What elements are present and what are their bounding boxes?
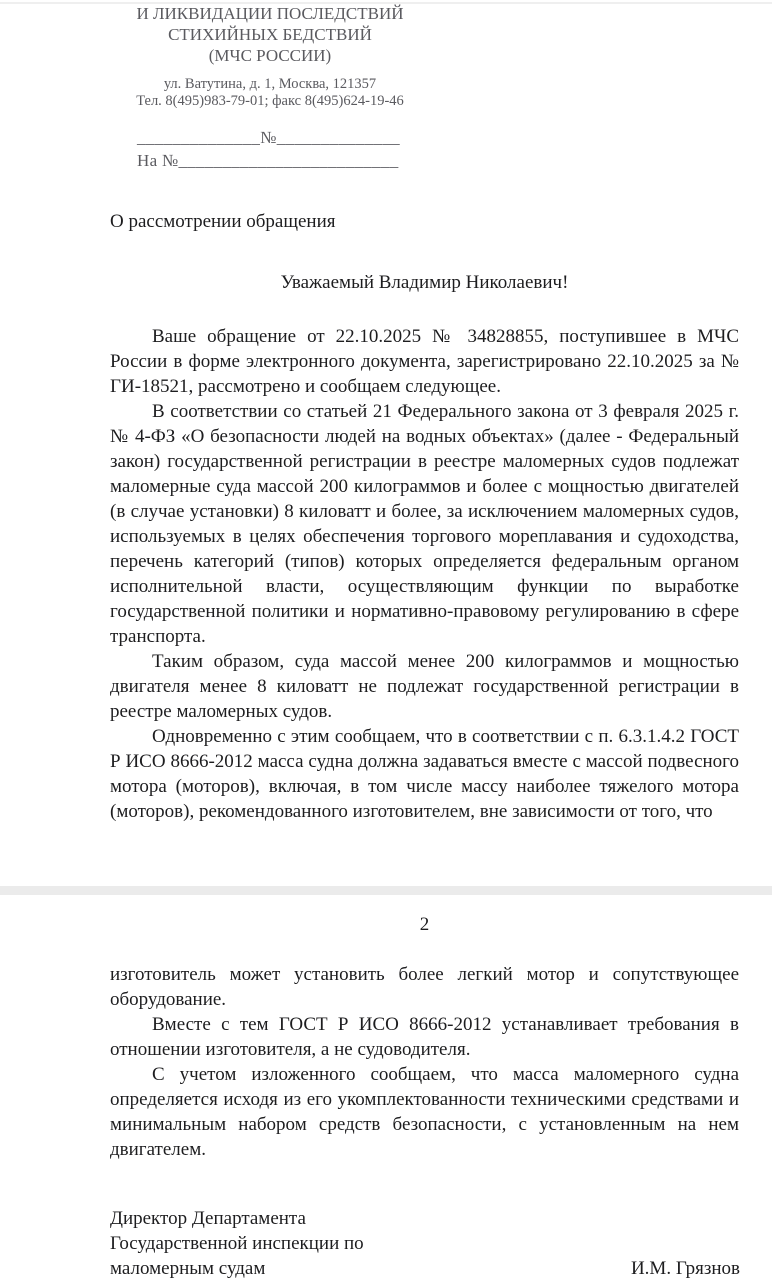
reference-reply-line: На №_________________________: [137, 151, 399, 170]
subject-line: О рассмотрении обращения: [110, 211, 336, 232]
signature-name: И.М. Грязнов: [630, 1258, 740, 1279]
paragraph: Ваше обращение от 22.10.2025 № 34828855, поступившее в МЧС России в форме электронного документа, зарегистрировано 22.10.2025 за № ГИ-18521, рассмотрено и сообщаем следующее.: [110, 326, 739, 397]
org-name-line-3: (МЧС РОССИИ): [208, 46, 332, 65]
salutation: Уважаемый Владимир Николаевич!: [280, 272, 569, 293]
address-line-1: ул. Ватутина, д. 1, Москва, 121357: [163, 76, 377, 92]
org-name-line-1: И ЛИКВИДАЦИИ ПОСЛЕДСТВИЙ: [136, 4, 404, 23]
page-number: 2: [419, 914, 430, 935]
signature-position-line-3: маломерным судам: [110, 1258, 266, 1279]
paragraph: В соответствии со статьей 21 Федерального закона от 3 февраля 2025 г. № 4-ФЗ «О безопасности людей на водных объектах» (далее - Федеральный закон) государственной регистрации в реестре маломерных судов подлежат маломерные суда массой 200 килограммов и более с мощностью двигателей (в случае установки) 8 киловатт и более, за исключением маломерных судов, используемых в целях обеспечения торгового мореплавания и судоходства, перечень категорий (типов) которых определяется федеральным органом исполнительной власти, осуществляющим функции по выработке государственной политики и нормативно-правовому регулированию в сфере транспорта.: [110, 401, 739, 647]
paragraph-continued: изготовитель может установить более легкий мотор и сопутствующее оборудование.: [110, 964, 739, 1010]
page-2-body: [110, 962, 739, 1162]
address-line-2: Тел. 8(495)983-79-01; факс 8(495)624-19-46: [136, 93, 404, 109]
paragraph: Вместе с тем ГОСТ Р ИСО 8666-2012 устанавливает требования в отношении изготовителя, а не судоводителя.: [110, 1014, 739, 1060]
reference-number-line: ______________№______________: [137, 128, 400, 147]
page-1-body: [110, 324, 739, 824]
letterhead: [110, 3, 430, 110]
page-separator: [0, 886, 772, 895]
reference-block: [137, 126, 400, 172]
org-name-line-2: СТИХИЙНЫХ БЕДСТВИЙ: [168, 25, 372, 44]
signature-block: [110, 1206, 740, 1281]
paragraph: Таким образом, суда массой менее 200 килограммов и мощностью двигателя менее 8 киловатт не подлежат государственной регистрации в реестре маломерных судов.: [110, 651, 739, 722]
signature-position-line-1: Директор Департамента: [110, 1208, 306, 1229]
paragraph: С учетом изложенного сообщаем, что масса маломерного судна определяется исходя из его укомплектованности техническими средствами и минимальным набором средств безопасности, с установленным на нем двигателем.: [110, 1064, 739, 1160]
paragraph: Одновременно с этим сообщаем, что в соответствии с п. 6.3.1.4.2 ГОСТ Р ИСО 8666-2012 масса судна должна задаваться вместе с массой подвесного мотора (моторов), включая, в том числе массу наиболее тяжелого мотора (моторов), рекомендованного изготовителем, вне зависимости от того, что: [110, 726, 739, 822]
signature-position-line-2: Государственной инспекции по: [110, 1233, 364, 1254]
letterhead-address: [110, 76, 430, 110]
